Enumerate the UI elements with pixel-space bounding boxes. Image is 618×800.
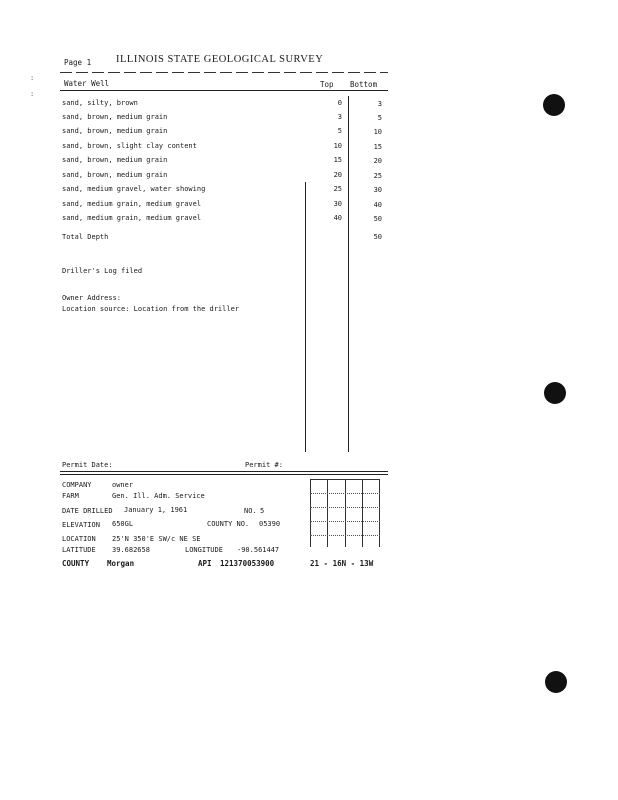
row-desc-1: sand, brown, medium grain: [62, 113, 168, 121]
no-value: 5: [260, 507, 265, 515]
no-label: NO.: [244, 507, 257, 515]
row-desc-4: sand, brown, medium grain: [62, 156, 168, 164]
location-value: 25'N 350'E SW/c NE SE: [112, 535, 201, 543]
col-bottom-header: Bottom: [350, 80, 378, 89]
api-label: API: [198, 559, 212, 568]
row-bottom-0: 3: [377, 100, 382, 108]
date-drilled-label: DATE DRILLED: [62, 507, 113, 515]
row-top-8: 40: [333, 214, 342, 222]
row-desc-6: sand, medium gravel, water showing: [62, 185, 206, 193]
scan-mark: :: [30, 74, 35, 82]
header-rule: [60, 72, 388, 73]
row-bottom-2: 10: [373, 128, 382, 136]
row-bottom-8: 50: [373, 215, 382, 223]
farm-value: Gen. Ill. Adm. Service: [112, 492, 205, 500]
page-label: Page 1: [64, 58, 92, 67]
total-depth-value: 50: [373, 233, 382, 241]
row-bottom-3: 15: [373, 143, 382, 151]
location-source-note: Location source: Location from the driller: [62, 305, 240, 313]
company-label: COMPANY: [62, 481, 92, 489]
company-value: owner: [112, 481, 134, 489]
row-top-4: 15: [333, 156, 342, 164]
api-value: 121370053900: [220, 559, 275, 568]
row-bottom-6: 30: [373, 186, 382, 194]
well-type: Water Well: [64, 79, 110, 88]
row-top-0: 0: [337, 99, 342, 107]
punch-hole-bottom: [545, 671, 567, 693]
row-desc-7: sand, medium grain, medium gravel: [62, 200, 202, 208]
row-desc-3: sand, brown, slight clay content: [62, 142, 197, 150]
column-divider-top: [305, 182, 306, 452]
row-bottom-4: 20: [373, 157, 382, 165]
row-desc-8: sand, medium grain, medium gravel: [62, 214, 202, 222]
page-title: ILLINOIS STATE GEOLOGICAL SURVEY: [116, 54, 324, 65]
permit-date-label: Permit Date:: [62, 461, 113, 469]
row-bottom-1: 5: [377, 114, 382, 122]
row-top-7: 30: [333, 200, 342, 208]
county-no-label: COUNTY NO.: [207, 520, 250, 528]
row-top-6: 25: [333, 185, 342, 193]
row-top-2: 5: [337, 127, 342, 135]
row-desc-5: sand, brown, medium grain: [62, 171, 168, 179]
total-depth-label: Total Depth: [62, 233, 109, 241]
col-top-header: Top: [320, 80, 334, 89]
row-bottom-7: 40: [373, 201, 382, 209]
latitude-value: 39.682658: [112, 546, 150, 554]
column-divider-bottom: [348, 96, 349, 452]
row-desc-2: sand, brown, medium grain: [62, 127, 168, 135]
location-label: LOCATION: [62, 535, 96, 543]
punch-hole-top: [543, 94, 565, 116]
table-header-rule: [60, 90, 388, 91]
row-bottom-5: 25: [373, 172, 382, 180]
section-grid: [310, 479, 380, 547]
scan-mark: :: [30, 90, 35, 98]
permit-number-label: Permit #:: [245, 461, 283, 469]
latitude-label: LATITUDE: [62, 546, 96, 554]
township-range-value: 21 - 16N - 13W: [310, 559, 374, 568]
row-desc-0: sand, silty, brown: [62, 99, 138, 107]
punch-hole-middle: [544, 382, 566, 404]
date-drilled-value: January 1, 1961: [124, 506, 188, 514]
row-top-1: 3: [337, 113, 342, 121]
row-top-3: 10: [333, 142, 342, 150]
county-value: Morgan: [107, 559, 135, 568]
permit-rule-2: [60, 474, 388, 475]
drillers-log-note: Driller's Log filed: [62, 267, 143, 275]
longitude-label: LONGITUDE: [185, 546, 223, 554]
county-no-value: 05390: [259, 520, 281, 528]
elevation-value: 650GL: [112, 520, 134, 528]
permit-rule-1: [60, 471, 388, 472]
county-label: COUNTY: [62, 559, 90, 568]
row-top-5: 20: [333, 171, 342, 179]
farm-label: FARM: [62, 492, 79, 500]
elevation-label: ELEVATION: [62, 521, 100, 529]
owner-address-label: Owner Address:: [62, 294, 122, 302]
longitude-value: -90.561447: [237, 546, 280, 554]
